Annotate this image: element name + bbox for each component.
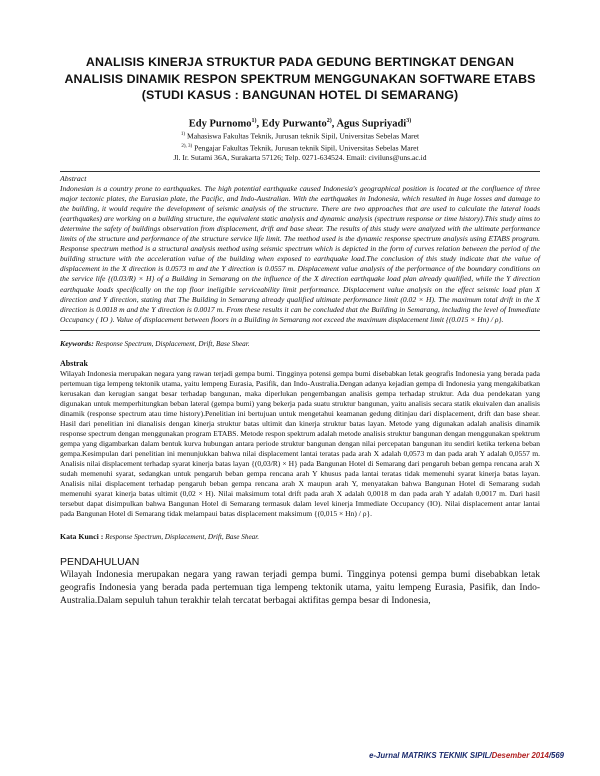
author-superscript: 3) xyxy=(406,117,412,124)
author-superscript: 1) xyxy=(251,117,257,124)
footer-separator: / xyxy=(548,751,551,760)
affiliation-text: Mahasiswa Fakultas Teknik, Jurusan teknik Sipil, Universitas Sebelas Maret xyxy=(186,131,420,141)
affiliation-superscript: 1) xyxy=(180,132,186,137)
section-text: Wilayah Indonesia merupakan negara yang rawan terjadi gempa bumi. Tingginya potensi gempa bumi disebabkan letak geografis Indonesia yang berada pada pertemuan tiga lempeng tektonik utama, yaitu lempeng Eurasia, Pasifik, dan Indo-Australia.Dalam sepuluh tahun terakhir telah tercatat berbagai aktifitas gempa besar di Indonesia, xyxy=(60,570,540,606)
affiliation-line xyxy=(60,130,540,142)
paper-title: ANALISIS KINERJA STRUKTUR PADA GEDUNG BERTINGKAT DENGAN ANALISIS DINAMIK RESPON SPEKTRUM MENGGUNAKAN SOFTWARE ETABS (STUDI KASUS : BANGUNAN HOTEL DI SEMARANG) xyxy=(64,55,536,102)
abstract-text: Indonesian is a country prone to earthquakes. The high potential earthquake caused Indonesia's geographical position is located at the confluence of three major tectonic plates, the Eurasian plate, the Pacific, and Indo-Australian. With the earthquakes in Indonesia, which resulted in huge losses and damage to the building, it would require the development of seismic analysis of the structure. There are two approaches that are used to calculate the lateral loads (earthquakes) are working on a building structure, the equivalent static analysis and dynamic analysis (spectrum response or time history).This study aims to determine the safety of buildings observation from displacement, drift and base shear. The results of this study were analyzed with the ultimate performance limits of the structure and performance of the structure service life limit. The method used is the dynamic response spectrum analysis using ETABS program. Response spectrum method is a structural analysis method using seismic spectrum which is depicted in the form of curves relation between the period of the building structure with the acceleration value of the building when exposed to earthquake load.The conclusion of this study indicate that the value of displacement in the X direction is 0.0573 m and the Y direction is 0.0557 m. Displacement value analysis of the performance of the boundary conditions on the service life {(0.03/R) × H} of a Building in Semarang on the influence of the X direction earthquake load plan already qualified, while the Y direction earthquake loads specifically on the top floor ineligible serviceability limit performance. Displacement value analysis on the effect seismic load plan X direction and Y direction, stating that The Building in Semarang already qualified ultimate performance limit (0.02 × H). The maximum total drift in the X direction is 0.0018 m and the Y direction is 0.0017 m. From these results it can be concluded that the Building in Semarang, including the level of Immediate Occupancy ( IO ). Value of displacement between floors in a Building in Semarang not exceed the maximum displacement limit {(0.015 × Hn) / ρ}. xyxy=(60,184,540,324)
kata-kunci-line xyxy=(60,532,540,542)
affiliation-line xyxy=(60,142,540,154)
keywords-label: Keywords: xyxy=(60,338,94,348)
affiliation-text: Pengajar Fakultas Teknik, Jurusan teknik Sipil, Universitas Sebelas Maret xyxy=(194,143,419,153)
english-abstract-box xyxy=(60,171,540,331)
affiliation-superscript: 2), 3) xyxy=(181,143,193,149)
keywords-value: Response Spectrum, Displacement, Drift, Base Shear. xyxy=(93,339,250,348)
footer-page-number: 569 xyxy=(550,751,564,760)
author-superscript: 2) xyxy=(326,117,332,124)
footer-journal: e-Jurnal MATRIKS TEKNIK SIPIL xyxy=(369,751,490,760)
kata-kunci-label: Kata Kunci : xyxy=(60,532,104,542)
author-name: Edy Purwanto xyxy=(261,118,327,129)
affiliation-address: Jl. Ir. Sutami 36A, Surakarta 57126; Telp. 0271-634524. Email: civiluns@uns.ac.id xyxy=(173,153,427,163)
author-name: Agus Supriyadi xyxy=(336,118,407,129)
abstrak-text: Wilayah Indonesia merupakan negara yang rawan terjadi gempa bumi. Tingginya potensi gempa bumi disebabkan letak geografis Indonesia yang berada pada pertemuan tiga lempeng tektonik utama, yaitu lempeng Eurasia, Pasifik, dan Indo-Australia.Dengan adanya kejadian gempa di Indonesia yang mengakibatkan kerusakan dan kerugian sangat besar terhadap bangunan, maka diperlukan pengembangan analisis gempa terhadap struktur. Ada dua pendekatan yang digunakan untuk memperhitungkan beban lateral (gempa bumi) yang bekerja pada suatu struktur bangunan, yaitu analisis secara statik ekuivalen dan analisis dinamik (response spectrum atau time history).Penelitian ini bertujuan untuk mengetahui keamanan gedung ditinjau dari displacement, drift dan base shear. Hasil dari penelitian ini dianalisis dengan kinerja struktur batas ultimit dan kinerja struktur batas layan. Metode yang digunakan adalah analisis dinamik response spectrum dengan menggunakan program ETABS. Metode respon spektrum adalah metode analisis struktur bangunan dengan menggunakan spektrum gempa yang digambarkan dalam bentuk kurva hubungan antara periode struktur bangunan dengan nilai percepatan bangunan itu sendiri ketika terkena beban gempa.Kesimpulan dari penelitian ini menunjukkan bahwa nilai displacement lantai teratas pada arah X adalah 0,0573 m dan pada arah Y adalah 0,0557 m. Analisis nilai displacement terhadap syarat kinerja batas layan {(0,03/R) × H} pada Bangunan Hotel di Semarang dari pengaruh beban gempa rencana arah X sudah memenuhi syarat, sedangkan untuk pengaruh beban gempa rencana arah Y khusus pada lantai teratas tidak memenuhi syarat kinerja batas layan. Analisis nilai displacement terhadap pengaruh beban gempa rencana arah X maupun arah Y, menyatakan bahwa Bangunan Hotel di Semarang sudah memenuhi syarat kinerja batas ultimit (0,02 × H). Nilai maksimum total drift pada arah X adalah 0,0018 m dan pada arah Y adalah 0,0017 m. Dari hasil tersebut dapat disimpulkan bahwa Bangunan Hotel di Semarang termasuk dalam level kinerja Immediate Occupancy (IO). Nilai displacement antar lantai pada Bangunan Hotel di Semarang tidak melampaui batas displacement maksimum {(0,015 × Hn) / ρ}. xyxy=(60,368,540,519)
abstrak-heading: Abstrak xyxy=(60,358,89,368)
footer-separator: / xyxy=(489,751,492,760)
keywords-line xyxy=(60,339,540,349)
author-separator: , xyxy=(331,118,337,129)
section-heading: PENDAHULUAN xyxy=(60,556,140,569)
author-separator: , xyxy=(256,118,262,129)
footer-issue: Desember 2014 xyxy=(491,751,549,760)
author-name: Edy Purnomo xyxy=(188,118,252,129)
page-footer xyxy=(60,751,564,760)
kata-kunci-value: Response Spectrum, Displacement, Drift, Base Shear. xyxy=(103,533,260,542)
abstract-heading: Abstract xyxy=(60,174,87,184)
author-list xyxy=(60,115,540,131)
